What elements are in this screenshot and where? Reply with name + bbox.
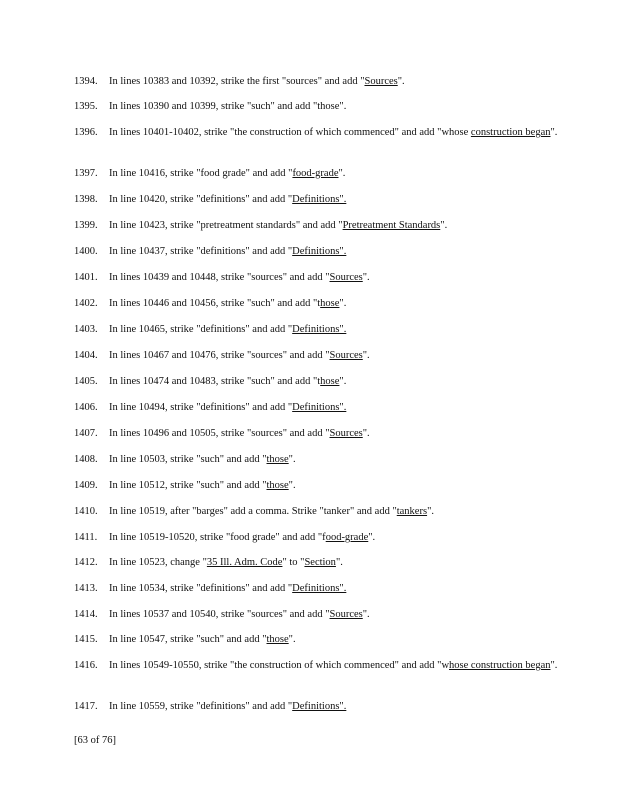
underlined-insertion: Definitions". (292, 701, 347, 712)
item-number: 1414. (74, 609, 98, 620)
item-number: 1398. (74, 194, 98, 205)
item-number: 1400. (74, 246, 98, 257)
item-text (109, 270, 579, 285)
underlined-insertion: Sources (329, 350, 363, 361)
text-segment: In lines 10496 and 10505, strike "sources" and add " (109, 428, 330, 439)
text-segment: In line 10420, strike "definitions" and add " (109, 194, 293, 205)
item-number: 1401. (74, 272, 98, 283)
underlined-insertion: Sources (329, 609, 363, 620)
text-segment: In lines 10401-10402, strike "the construction of which commenced" and add "whose (109, 127, 471, 138)
item-text (109, 99, 579, 114)
text-segment: In line 10423, strike "pretreatment standards" and add " (109, 220, 343, 231)
text-segment: ". (288, 480, 296, 491)
underlined-insertion: hose construction began (449, 660, 551, 671)
text-segment: ". (362, 272, 370, 283)
page-footer: [63 of 76] (74, 735, 116, 746)
text-segment: ". (338, 168, 346, 179)
item-number: 1405. (74, 376, 98, 387)
text-segment: In lines 10446 and 10456, strike "such" and add "t (109, 298, 321, 309)
item-text (109, 555, 579, 570)
item-number: 1413. (74, 583, 98, 594)
text-segment: In line 10559, strike "definitions" and add " (109, 701, 293, 712)
text-segment: In lines 10537 and 10540, strike "sources" and add " (109, 609, 330, 620)
item-text (109, 504, 579, 519)
item-number: 1404. (74, 350, 98, 361)
text-segment: In line 10547, strike "such" and add " (109, 634, 267, 645)
underlined-insertion: Sources (329, 428, 363, 439)
item-number: 1417. (74, 701, 98, 712)
item-number: 1397. (74, 168, 98, 179)
underlined-insertion: Sources (329, 272, 363, 283)
item-text (109, 166, 579, 181)
item-text (109, 658, 579, 673)
item-number: 1406. (74, 402, 98, 413)
text-segment: In lines 10383 and 10392, strike the first "sources" and add " (109, 76, 365, 87)
item-text (109, 218, 579, 233)
item-text (109, 348, 579, 363)
text-segment: In line 10519, after "barges" add a comma. Strike "tanker" and add " (109, 506, 397, 517)
underlined-insertion: Pretreatment Standards (342, 220, 441, 231)
item-text (109, 426, 579, 441)
item-text (109, 374, 579, 389)
underlined-insertion: hose (320, 298, 340, 309)
text-segment: In line 10465, strike "definitions" and add " (109, 324, 293, 335)
text-segment: " to " (282, 557, 305, 568)
item-number: 1402. (74, 298, 98, 309)
item-text (109, 530, 579, 545)
underlined-insertion: those (266, 454, 289, 465)
underlined-insertion: Section (304, 557, 336, 568)
text-segment: In line 10534, strike "definitions" and add " (109, 583, 293, 594)
text-segment: ". (427, 506, 434, 517)
item-text (109, 125, 579, 140)
underlined-insertion: those (266, 480, 289, 491)
item-number: 1395. (74, 101, 98, 112)
item-text (109, 74, 579, 89)
item-number: 1411. (74, 532, 98, 543)
item-number: 1415. (74, 634, 98, 645)
item-text (109, 296, 579, 311)
underlined-insertion: construction began (470, 127, 551, 138)
item-number: 1410. (74, 506, 98, 517)
text-segment: In line 10503, strike "such" and add " (109, 454, 267, 465)
underlined-insertion: hose (320, 376, 340, 387)
text-segment: ". (362, 609, 370, 620)
text-segment: ". (550, 660, 558, 671)
item-number: 1399. (74, 220, 98, 231)
underlined-insertion: ood-grade (325, 532, 369, 543)
text-segment: ". (339, 376, 347, 387)
item-number: 1407. (74, 428, 98, 439)
text-segment: In lines 10474 and 10483, strike "such" and add "t (109, 376, 321, 387)
text-segment: In lines 10439 and 10448, strike "sources" and add " (109, 272, 330, 283)
text-segment: ". (339, 298, 347, 309)
item-text (109, 452, 579, 467)
text-segment: In line 10512, strike "such" and add " (109, 480, 267, 491)
item-text (109, 632, 579, 647)
item-number: 1396. (74, 127, 98, 138)
text-segment: In line 10494, strike "definitions" and add " (109, 402, 293, 413)
text-segment: In lines 10467 and 10476, strike "sources" and add " (109, 350, 330, 361)
underlined-insertion: Definitions". (292, 583, 347, 594)
text-segment: ". (362, 350, 370, 361)
text-segment: ". (288, 454, 296, 465)
text-segment: ". (397, 76, 405, 87)
item-number: 1403. (74, 324, 98, 335)
item-text (109, 400, 579, 415)
underlined-insertion: Sources (364, 76, 398, 87)
text-segment: In line 10437, strike "definitions" and add " (109, 246, 293, 257)
item-number: 1394. (74, 76, 98, 87)
underlined-insertion: 35 Ill. Adm. Code (206, 557, 283, 568)
underlined-insertion: Definitions". (292, 246, 347, 257)
item-number: 1409. (74, 480, 98, 491)
item-number: 1408. (74, 454, 98, 465)
underlined-insertion: Definitions". (292, 194, 347, 205)
item-text (109, 478, 579, 493)
underlined-insertion: Definitions". (292, 324, 347, 335)
text-segment: ". (335, 557, 343, 568)
text-segment: ". (288, 634, 296, 645)
text-segment: In line 10416, strike "food grade" and add " (109, 168, 293, 179)
text-segment: In line 10523, change " (109, 557, 207, 568)
text-segment: In lines 10390 and 10399, strike "such" and add "those". (109, 101, 347, 112)
item-text (109, 581, 579, 596)
underlined-insertion: tankers (396, 506, 428, 517)
item-text (109, 244, 579, 259)
text-segment: In lines 10549-10550, strike "the construction of which commenced" and add "w (109, 660, 450, 671)
item-text (109, 322, 579, 337)
text-segment: ". (440, 220, 448, 231)
underlined-insertion: food-grade (292, 168, 339, 179)
text-segment: ". (362, 428, 370, 439)
item-text (109, 699, 579, 714)
item-number: 1416. (74, 660, 98, 671)
text-segment: In line 10519-10520, strike "food grade" and add "f (109, 532, 326, 543)
text-segment: ". (368, 532, 376, 543)
text-segment: ". (550, 127, 558, 138)
item-text (109, 607, 579, 622)
underlined-insertion: Definitions". (292, 402, 347, 413)
underlined-insertion: those (266, 634, 289, 645)
item-number: 1412. (74, 557, 98, 568)
item-text (109, 192, 579, 207)
